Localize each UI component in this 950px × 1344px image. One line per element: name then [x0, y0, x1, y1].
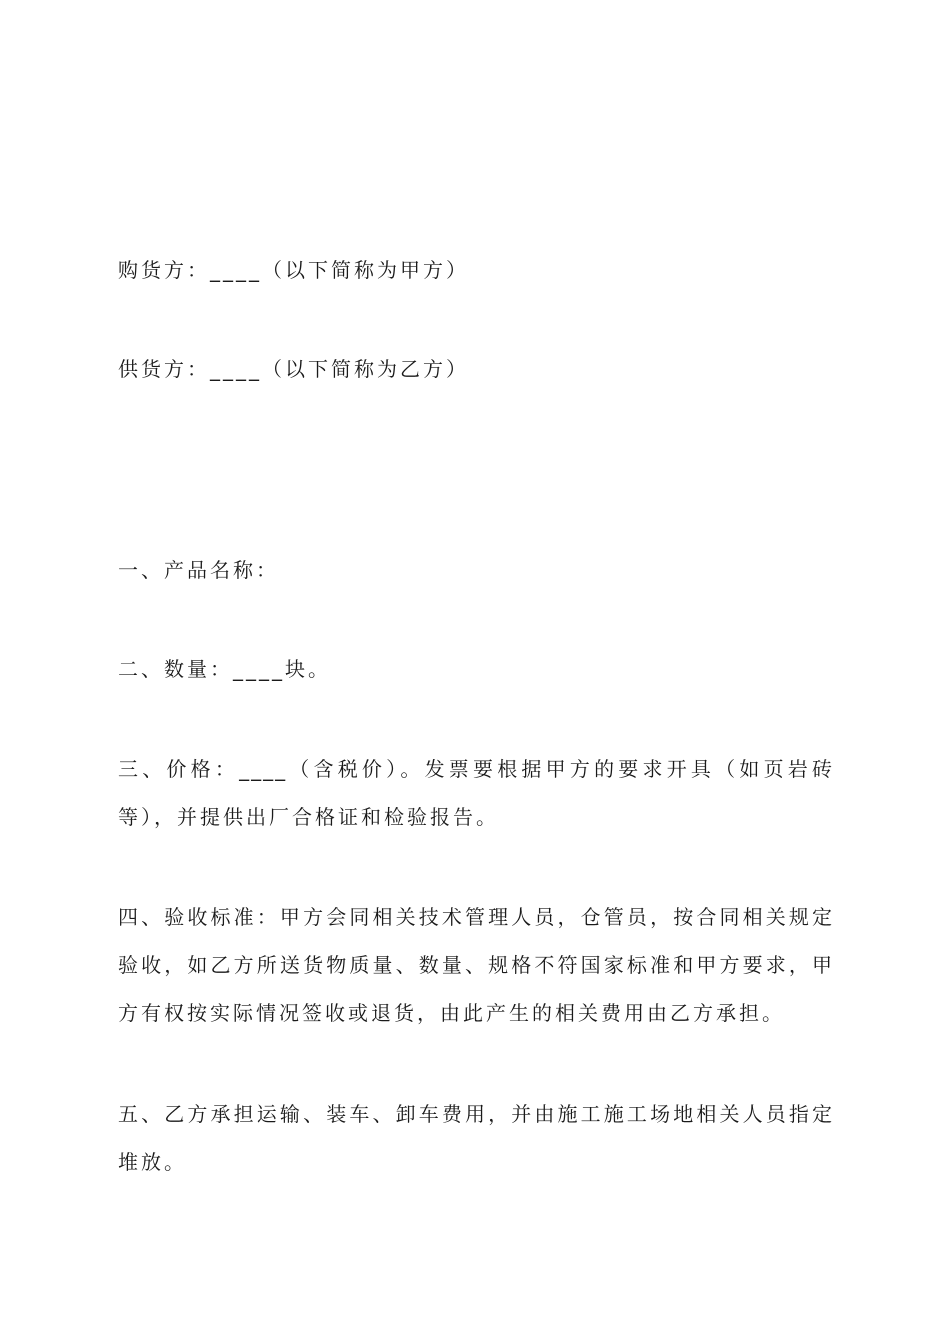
- clause-4-line-3: 方有权按实际情况签收或退货，由此产生的相关费用由乙方承担。: [118, 1001, 785, 1025]
- clause-3-line-1: 三、价格：____（含税价）。发票要根据甲方的要求开具（如页岩砖: [118, 757, 834, 781]
- buyer-line: 购货方：____（以下简称为甲方）: [118, 258, 469, 282]
- clause-2-quantity: 二、数量：____块。: [118, 657, 331, 681]
- clause-1-product-name: 一、产品名称：: [118, 558, 279, 582]
- clause-4-acceptance: [118, 893, 834, 1037]
- supplier-line: 供货方：____（以下简称为乙方）: [118, 357, 469, 381]
- clause-5-line-1: 五、乙方承担运输、装车、卸车费用，并由施工施工场地相关人员指定: [118, 1102, 834, 1126]
- clause-5-line-2: 堆放。: [118, 1150, 187, 1174]
- clause-3-line-2: 等），并提供出厂合格证和检验报告。: [118, 805, 499, 829]
- clause-5-transport: [118, 1090, 834, 1186]
- clause-4-line-1: 四、验收标准：甲方会同相关技术管理人员，仓管员，按合同相关规定: [118, 905, 834, 929]
- clause-4-line-2: 验收，如乙方所送货物质量、数量、规格不符国家标准和甲方要求，甲: [118, 953, 834, 977]
- clause-3-price: [118, 745, 834, 841]
